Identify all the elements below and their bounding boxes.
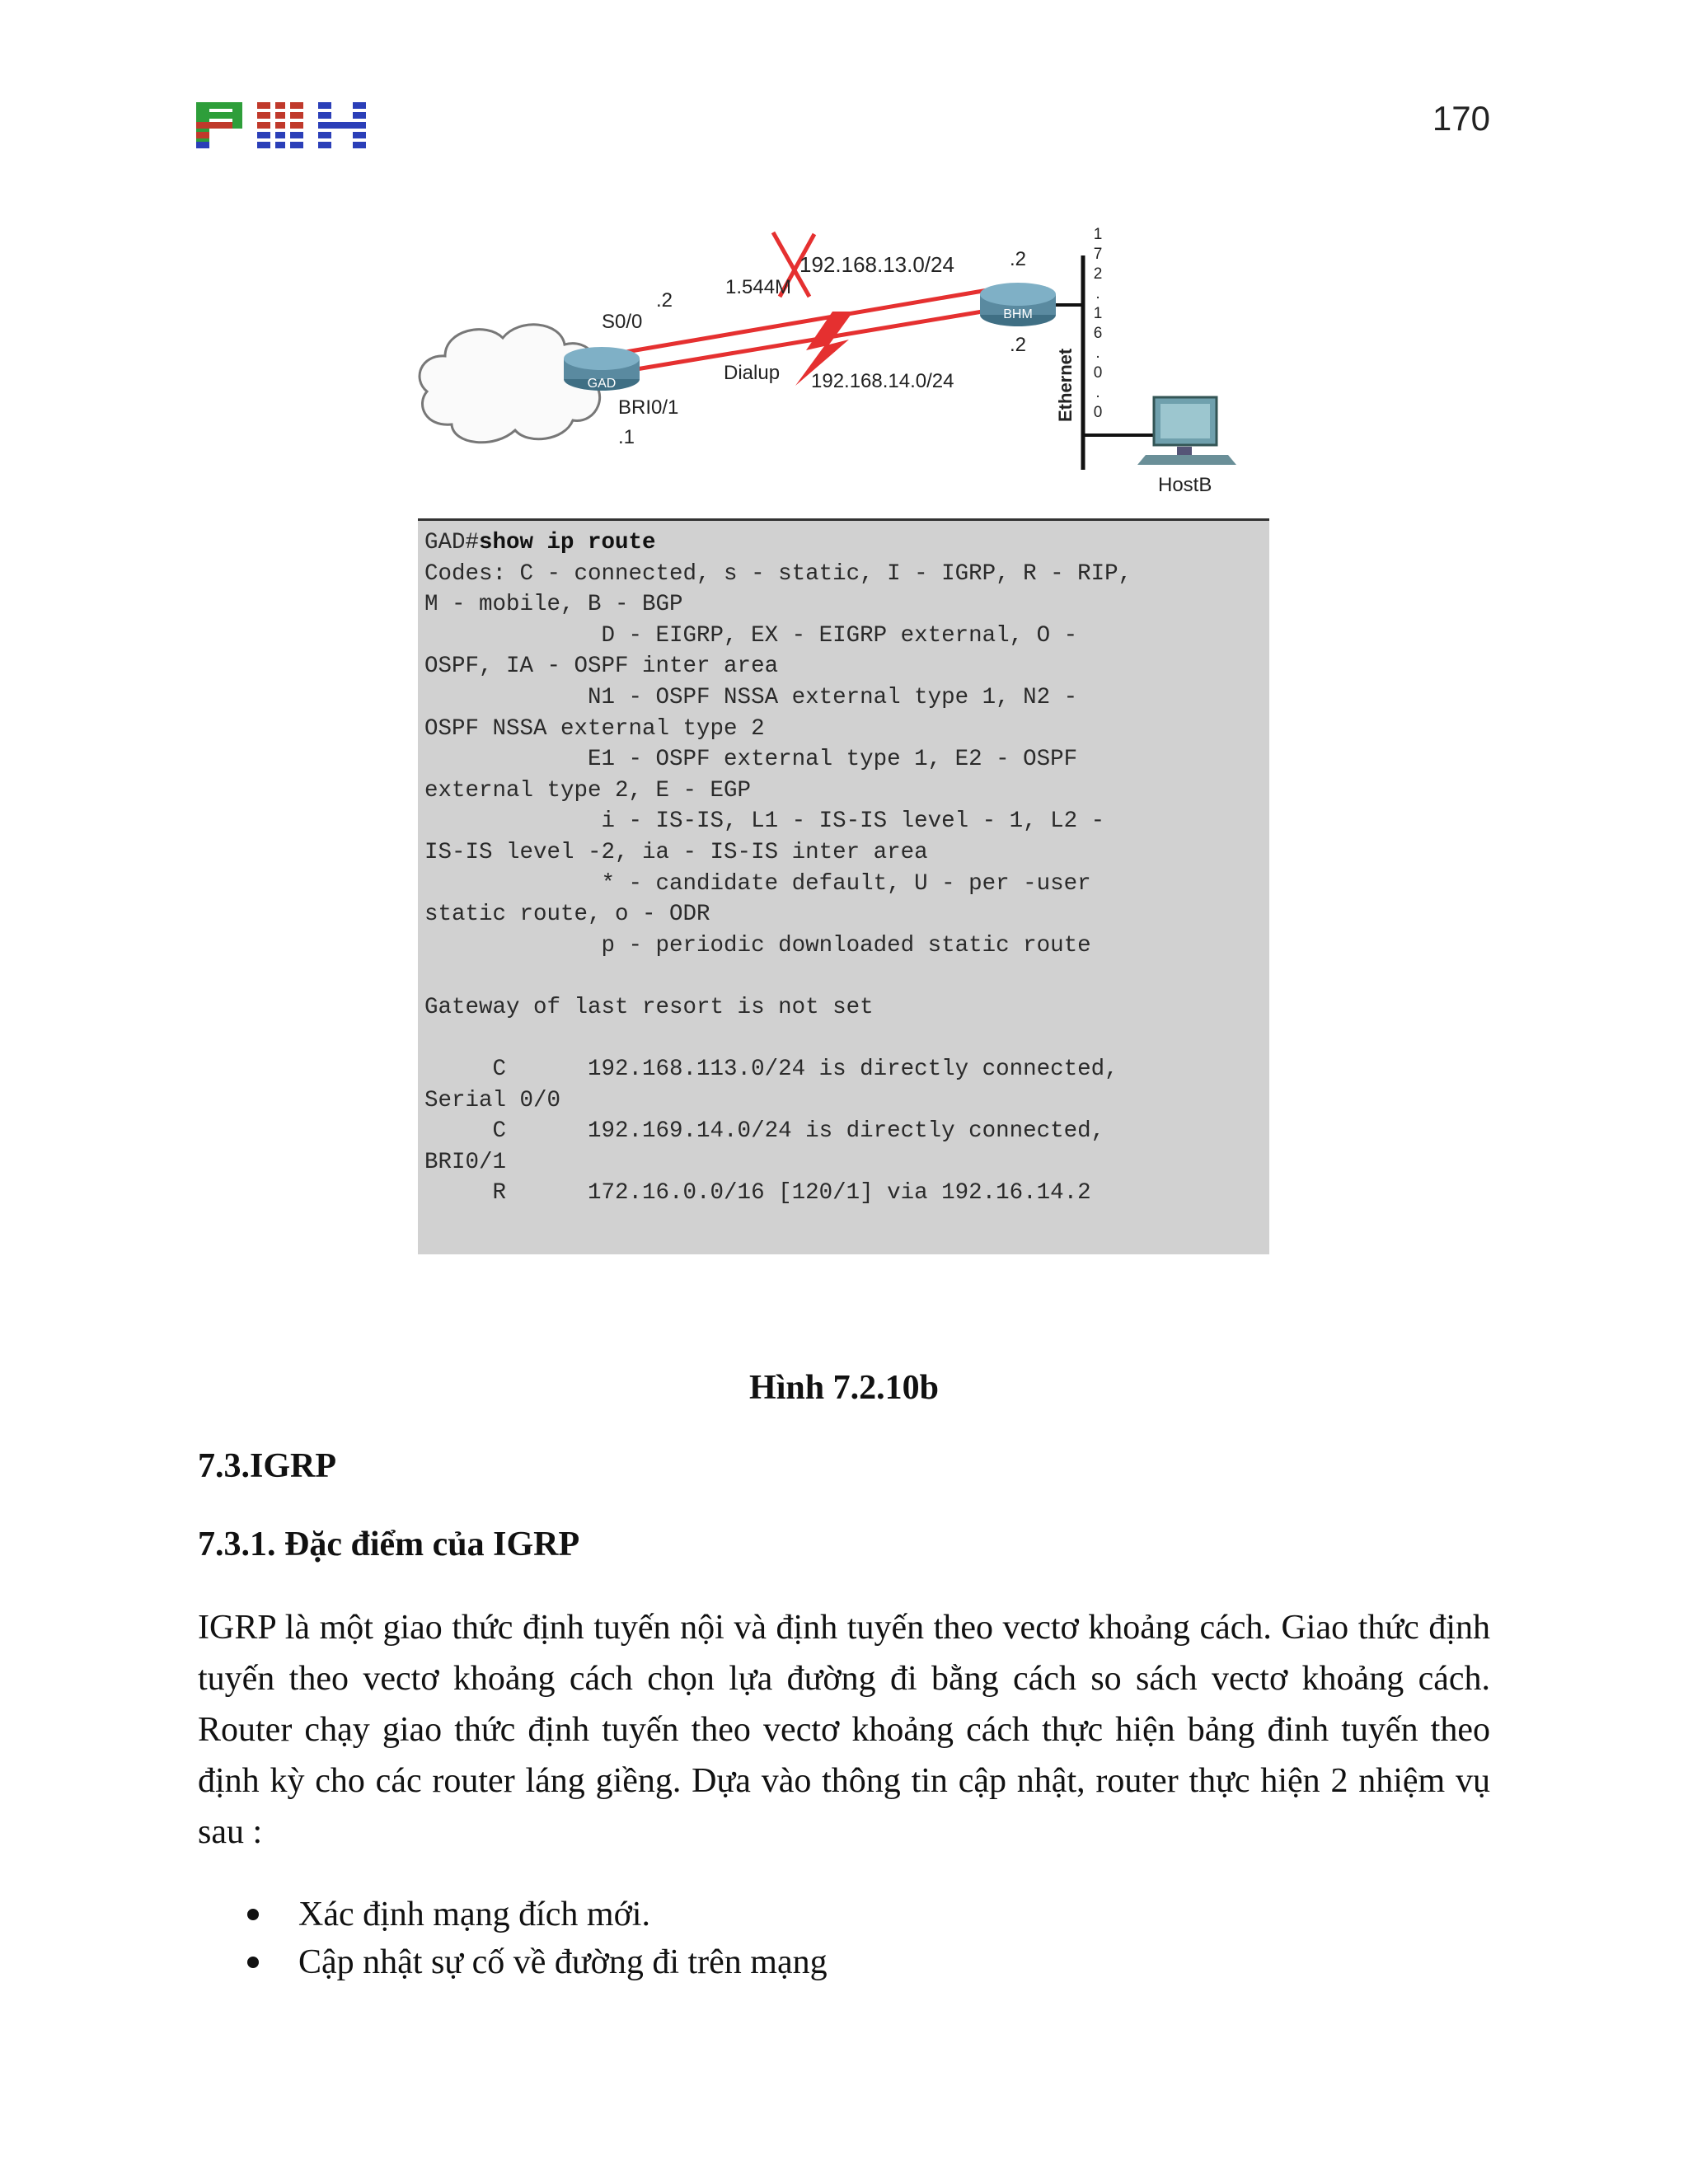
- bullet-list: [198, 1891, 1490, 1986]
- logo-letter-p: [196, 102, 242, 148]
- terminal-body: [424, 559, 1269, 1209]
- network-172-16-char: 0: [1093, 404, 1103, 421]
- logo-letter-n: [257, 102, 303, 148]
- list-item-text: Xác định mạng đích mới.: [298, 1896, 650, 1933]
- host-label: HostB: [1158, 474, 1212, 496]
- bhm-top-ip-label: .2: [1010, 248, 1027, 270]
- bri-label: BRI0/1: [618, 396, 679, 419]
- terminal-output: [418, 518, 1269, 1254]
- network-13-label: 192.168.13.0/24: [799, 252, 954, 277]
- list-item: [198, 1938, 1490, 1986]
- bullet-icon: [247, 1909, 259, 1920]
- s00-label: S0/0: [602, 311, 643, 333]
- router-bhm-icon: [980, 283, 1056, 326]
- network-172-16-char: .: [1095, 285, 1100, 302]
- terminal-line: E1 - OSPF external type 1, E2 - OSPF: [424, 747, 1078, 773]
- network-172-16-char: .: [1095, 344, 1100, 362]
- pnh-logo: [196, 102, 366, 148]
- network-172-16-char: 7: [1093, 246, 1103, 263]
- body-paragraph: IGRP là một giao thức định tuyến nội và định tuyến theo vectơ khoảng cách. Giao thức định tuyến theo vectơ khoảng cách chọn lựa đường đi bằng cách so sách vectơ khoảng cách. Router chạy giao thức định tuyến theo vectơ khoảng cách thực hiện bảng đinh tuyến theo định kỳ cho các router láng giềng. Dựa vào thông tin cập nhật, router thực hiện 2 nhiệm vụ sau :: [198, 1609, 1490, 1851]
- terminal-line: IS-IS level -2, ia - IS-IS inter area: [424, 839, 928, 865]
- terminal-line: Serial 0/0: [424, 1087, 561, 1113]
- terminal-line: i - IS-IS, L1 - IS-IS level - 1, L2 -: [424, 808, 1105, 835]
- terminal-line: * - candidate default, U - per -user: [424, 870, 1091, 897]
- link-speed-label: 1.544M: [725, 276, 792, 298]
- dialup-label: Dialup: [724, 362, 781, 384]
- router-gad-icon: [564, 347, 640, 391]
- terminal-line: OSPF NSSA external type 2: [424, 715, 765, 742]
- terminal-command-line: [424, 527, 1269, 559]
- dialup-link-14: [602, 309, 997, 375]
- ethernet-label: Ethernet: [1055, 348, 1076, 422]
- terminal-line: C 192.169.14.0/24 is directly connected,: [424, 1118, 1105, 1145]
- network-diagram: [412, 214, 1286, 511]
- terminal-prompt: GAD#: [424, 530, 480, 555]
- terminal-line: external type 2, E - EGP: [424, 777, 752, 804]
- router-gad-label: GAD: [587, 377, 617, 391]
- network-172-16-char: 2: [1093, 265, 1103, 283]
- router-bhm-label: BHM: [1003, 307, 1033, 321]
- bri-ip-label: .1: [618, 426, 635, 448]
- network-172-16-char: 1: [1093, 226, 1103, 243]
- terminal-line: Gateway of last resort is not set: [424, 994, 874, 1020]
- list-item: [198, 1891, 1490, 1938]
- terminal-line: M - mobile, B - BGP: [424, 592, 683, 618]
- network-172-16-char: 1: [1093, 305, 1103, 322]
- list-item-text: Cập nhật sự cố về đường đi trên mạng: [298, 1943, 828, 1981]
- terminal-line: Codes: C - connected, s - static, I - IGRP, R - RIP,: [424, 560, 1132, 587]
- terminal-line: OSPF, IA - OSPF inter area: [424, 654, 779, 680]
- network-172-16-char: 0: [1093, 364, 1103, 382]
- s00-ip-label: .2: [656, 289, 673, 312]
- terminal-line: BRI0/1: [424, 1149, 507, 1175]
- bullet-icon: [247, 1957, 259, 1968]
- network-14-label: 192.168.14.0/24: [811, 370, 954, 392]
- terminal-line: C 192.168.113.0/24 is directly connected,: [424, 1057, 1118, 1083]
- terminal-line: p - periodic downloaded static route: [424, 932, 1091, 958]
- terminal-line: static route, o - ODR: [424, 902, 710, 928]
- figure-caption: Hình 7.2.10b: [749, 1369, 939, 1407]
- subsection-title: 7.3.1. Đặc điểm của IGRP: [198, 1526, 580, 1563]
- terminal-command: show ip route: [479, 530, 656, 555]
- network-172-16-label: [1094, 226, 1103, 421]
- network-172-16-char: .: [1095, 384, 1100, 401]
- terminal-line: R 172.16.0.0/16 [120/1] via 192.16.14.2: [424, 1180, 1091, 1207]
- terminal-line: D - EIGRP, EX - EIGRP external, O -: [424, 622, 1078, 649]
- section-title: 7.3.IGRP: [198, 1447, 336, 1485]
- page-number: 170: [1432, 99, 1490, 138]
- logo-letter-h: [318, 102, 366, 148]
- network-172-16-char: 6: [1093, 325, 1103, 342]
- terminal-line: N1 - OSPF NSSA external type 1, N2 -: [424, 684, 1078, 710]
- bhm-bottom-ip-label: .2: [1010, 334, 1027, 356]
- host-computer-icon: [1137, 397, 1236, 465]
